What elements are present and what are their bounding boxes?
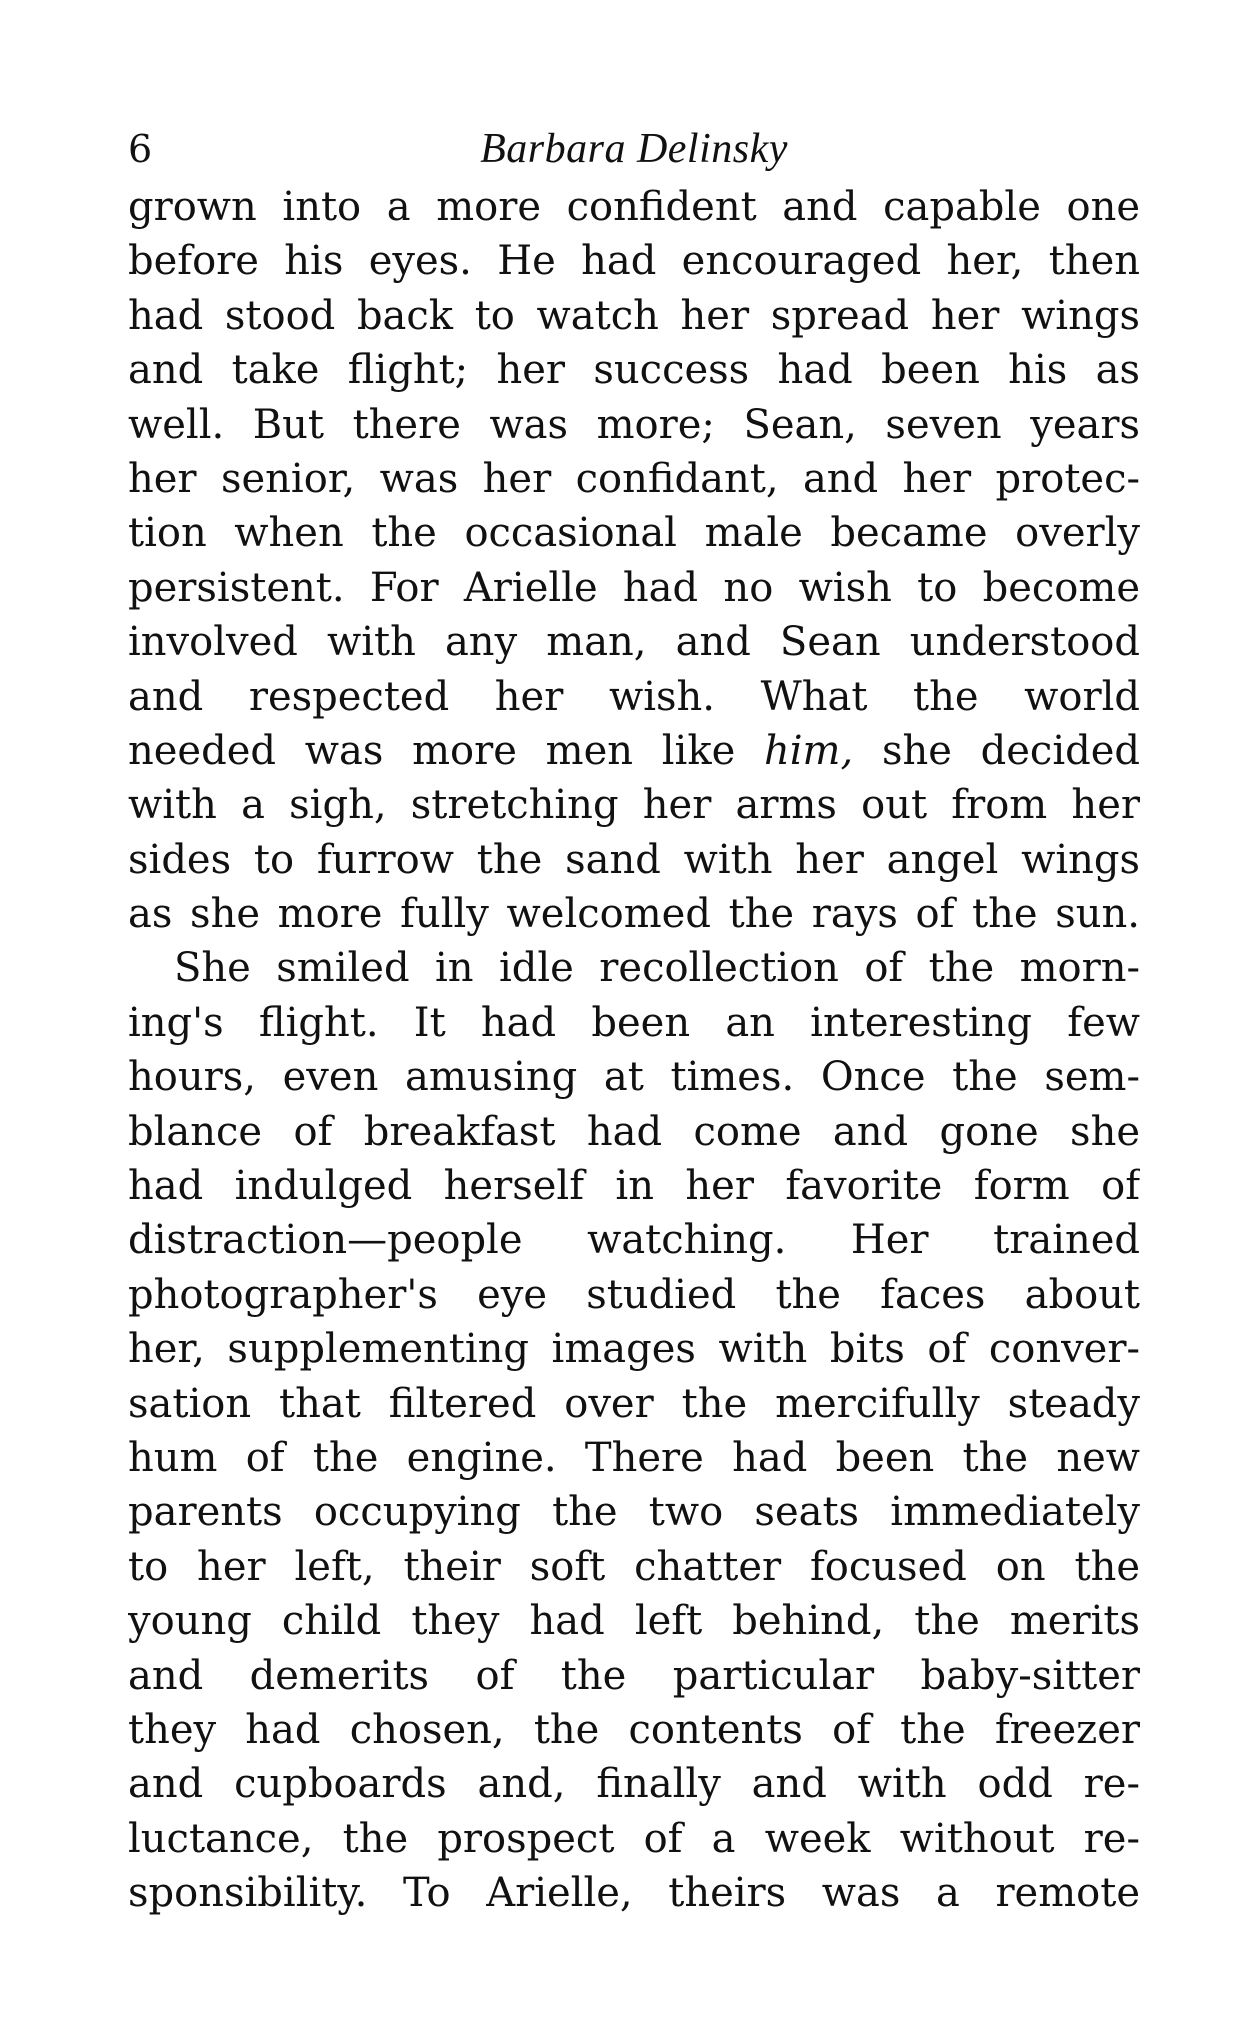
- text-line: blance of breakfast had come and gone she: [128, 1108, 1140, 1155]
- text-line: well. But there was more; Sean, seven years: [128, 401, 1140, 448]
- text-line: and cupboards and, finally and with odd re-: [128, 1761, 1140, 1808]
- running-head-author: Barbara Delinsky: [480, 126, 788, 172]
- text-line: involved with any man, and Sean understood: [128, 619, 1140, 666]
- page-number: 6: [128, 127, 153, 171]
- text-line: persistent. For Arielle had no wish to become: [128, 564, 1140, 611]
- text-segment: she decided: [853, 727, 1140, 774]
- text-line: sation that filtered over the mercifully steady: [128, 1380, 1140, 1427]
- text-line: photographer's eye studied the faces about: [128, 1271, 1140, 1318]
- text-line: with a sigh, stretching her arms out from her: [128, 782, 1140, 829]
- text-line: to her left, their soft chatter focused on the: [128, 1543, 1140, 1590]
- text-line: her, supplementing images with bits of conver-: [128, 1326, 1140, 1373]
- text-line: before his eyes. He had encouraged her, then: [128, 238, 1140, 285]
- text-line: hours, even amusing at times. Once the sem-: [128, 1054, 1140, 1101]
- text-line: ing's flight. It had been an interesting few: [128, 999, 1140, 1046]
- text-line: hum of the engine. There had been the new: [128, 1434, 1140, 1481]
- paragraph-first-line: She smiled in idle recollection of the morn-: [174, 945, 1140, 992]
- text-line: her senior, was her confidant, and her protec-: [128, 455, 1140, 502]
- text-line: distraction—people watching. Her trained: [128, 1217, 1140, 1264]
- paragraph-last-line: as she more fully welcomed the rays of the sun.: [128, 891, 1140, 938]
- book-page: [128, 118, 1140, 1921]
- text-line-with-emphasis: [128, 724, 1140, 778]
- text-line: and demerits of the particular baby-sitter: [128, 1652, 1140, 1699]
- text-line: and respected her wish. What the world: [128, 673, 1140, 720]
- text-line: and take flight; her success had been his as: [128, 347, 1140, 394]
- text-line: tion when the occasional male became overly: [128, 510, 1140, 557]
- emphasized-word: him,: [764, 727, 854, 774]
- text-line: they had chosen, the contents of the freezer: [128, 1706, 1140, 1753]
- text-line: sponsibility. To Arielle, theirs was a remote: [128, 1870, 1140, 1917]
- text-line: luctance, the prospect of a week without re-: [128, 1815, 1140, 1862]
- body-text: [128, 180, 1140, 1921]
- text-segment: needed was more men like: [128, 727, 764, 774]
- text-line: parents occupying the two seats immediately: [128, 1489, 1140, 1536]
- text-line: sides to furrow the sand with her angel wings: [128, 836, 1140, 883]
- text-line: had stood back to watch her spread her wings: [128, 292, 1140, 339]
- running-head: [128, 118, 1140, 180]
- text-line: grown into a more confident and capable one: [128, 184, 1140, 230]
- text-line: had indulged herself in her favorite form of: [128, 1163, 1140, 1210]
- text-line: young child they had left behind, the merits: [128, 1598, 1140, 1645]
